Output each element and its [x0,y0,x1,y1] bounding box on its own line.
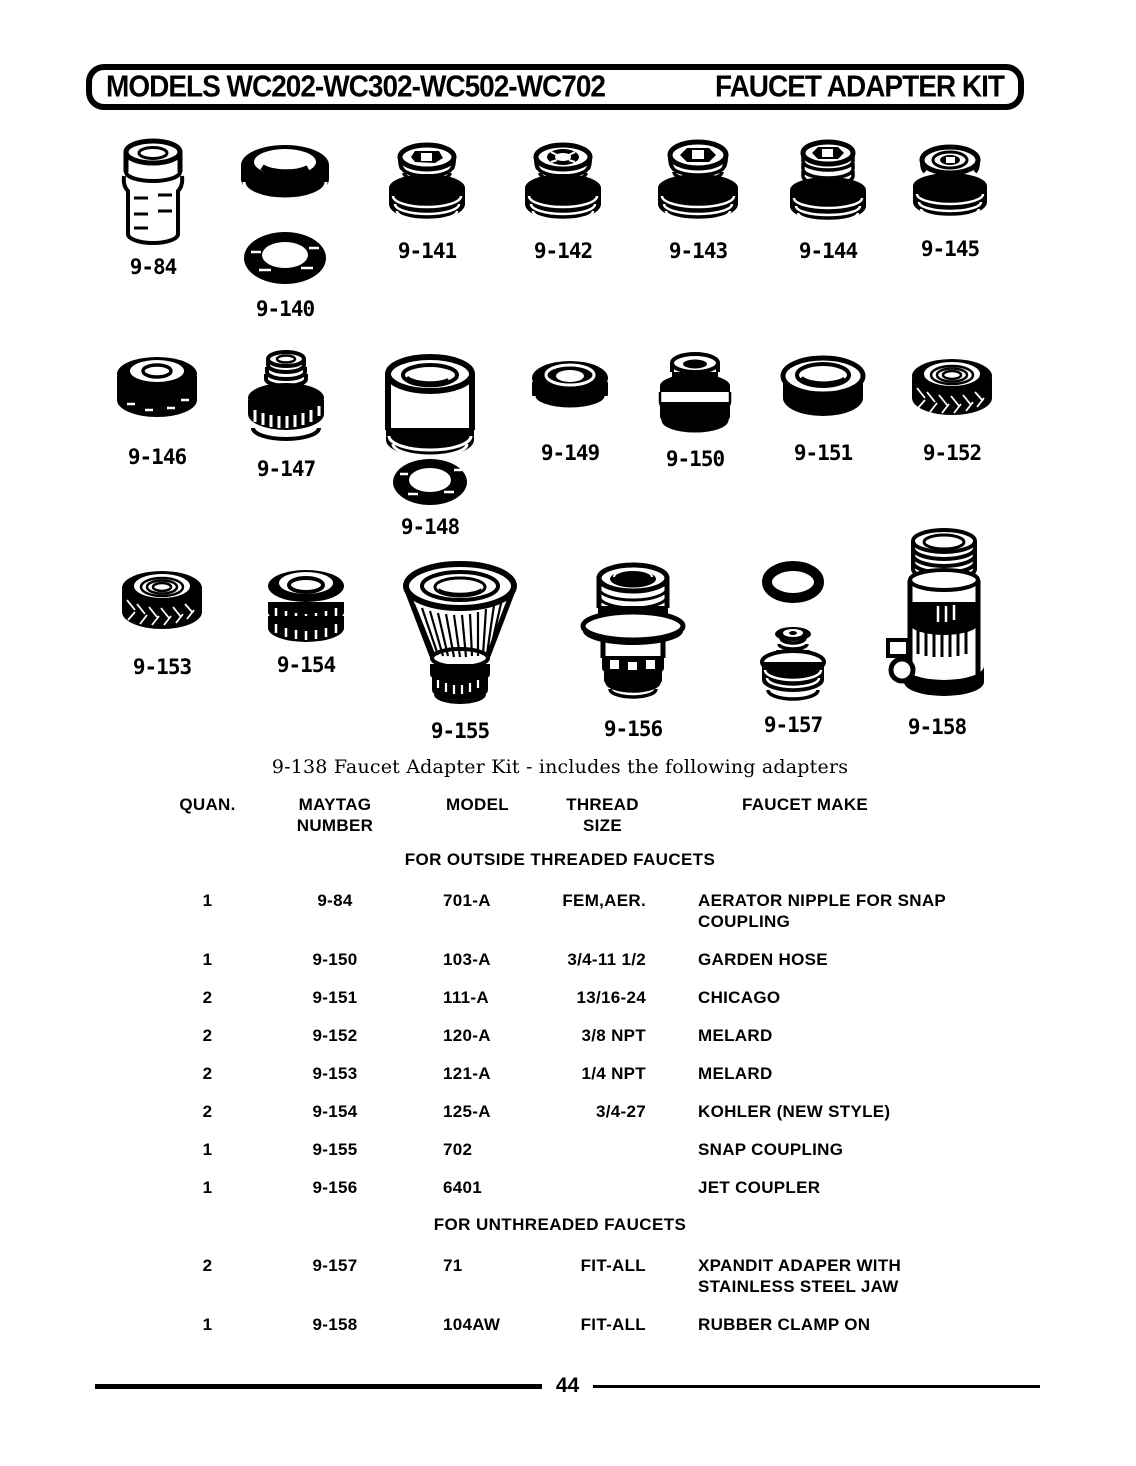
threaded-adapter-tall-icon [776,138,880,234]
models-title: MODELS WC202-WC302-WC502-WC702 [106,69,605,104]
cell-quan: 1 [202,950,213,969]
jet-coupler-icon [576,560,690,712]
cell-thread: 13/16-24 [576,988,646,1007]
cell-quan: 2 [202,1256,213,1275]
cell-make-text: AERATOR NIPPLE FOR SNAP COUPLING [698,891,946,931]
cell-maytag: 9-84 [317,891,353,910]
col-header-line: MODEL [446,795,509,814]
threaded-adapter-round-icon [898,142,1002,232]
col-header-line: MAYTAG [298,795,372,814]
cap-adapter-icon [103,352,211,440]
part-label: 9-149 [540,441,600,465]
section-label-unthreaded: FOR UNTHREADED FAUCETS [433,1215,687,1234]
table-row [155,890,965,932]
col-header-line: QUAN. [179,795,236,814]
cell-thread: 3/4-11 1/2 [567,950,646,969]
cell-make [660,890,965,932]
part-9-154 [250,562,362,677]
cell-make [660,987,965,1008]
rubber-clamp-on-icon [880,528,994,710]
cell-make-text: MELARD [698,1064,773,1083]
adapter-with-washer-icon [229,140,341,292]
table-row [155,1139,965,1160]
cell-model: 6401 [443,1178,483,1197]
part-label: 9-155 [430,719,490,743]
cell-maytag: 9-151 [312,988,358,1007]
part-9-149 [515,356,625,465]
table-row [155,1063,965,1084]
col-header-faucet-make [660,794,950,815]
cell-maytag: 9-153 [312,1064,358,1083]
cell-maytag: 9-155 [312,1140,358,1159]
part-9-152 [897,352,1007,465]
part-9-140 [227,140,343,321]
cell-quan: 2 [202,1064,213,1083]
part-9-141 [372,140,482,263]
cell-maytag: 9-154 [312,1102,358,1121]
cylinder-with-washer-icon [374,352,486,510]
part-label: 9-141 [397,239,457,263]
table-row [155,1314,965,1335]
part-9-145 [895,142,1005,261]
table-row [155,1101,965,1122]
part-9-156 [576,560,690,741]
col-header-model [410,794,545,815]
part-label: 9-140 [255,297,315,321]
page-footer [95,1374,1040,1398]
part-9-150 [640,350,750,471]
cell-quan: 2 [202,988,213,1007]
cell-model: 701-A [443,891,491,910]
col-header-line: THREAD [566,795,639,814]
cell-make [660,1255,965,1297]
part-9-153 [107,562,217,679]
cell-quan: 2 [202,1102,213,1121]
knurled-ring-adapter-icon [109,562,215,650]
cell-model: 120-A [443,1026,491,1045]
cell-maytag: 9-157 [312,1256,358,1275]
part-label: 9-143 [668,239,728,263]
part-label: 9-142 [533,239,593,263]
part-label: 9-147 [256,457,316,481]
section-label-outside-threaded: FOR OUTSIDE THREADED FAUCETS [404,850,716,869]
page-header-box [86,64,1024,110]
part-label: 9-153 [132,655,192,679]
cell-make-text: CHICAGO [698,988,781,1007]
part-9-146 [102,352,212,469]
cell-make [660,1025,965,1046]
col-header-line: FAUCET MAKE [741,795,869,814]
cell-model: 121-A [443,1064,491,1083]
male-thread-adapter-icon [233,348,339,452]
part-label: 9-145 [920,237,980,261]
part-9-151 [768,352,878,465]
cell-model: 702 [443,1140,473,1159]
part-label: 9-150 [665,447,725,471]
cell-thread: FEM,AER. [562,891,646,910]
cell-model: 103-A [443,950,491,969]
cell-model: 71 [443,1256,463,1275]
snap-coupling-funnel-icon [398,556,522,714]
part-9-148 [372,352,488,539]
cell-make-text: KOHLER (NEW STYLE) [698,1102,891,1121]
cell-make [660,1139,965,1160]
cell-model: 104AW [443,1315,501,1334]
cell-maytag: 9-158 [312,1315,358,1334]
table-header-row [155,794,965,836]
cell-make-text: SNAP COUPLING [698,1140,844,1159]
cell-quan: 1 [202,891,213,910]
threaded-adapter-hex-icon [644,138,752,234]
part-9-158 [879,528,995,739]
part-9-84 [113,138,193,279]
cell-thread: 1/4 NPT [581,1064,646,1083]
part-label: 9-144 [798,239,858,263]
kit-table-title: 9-138 Faucet Adapter Kit - includes the following adapters [271,756,849,778]
cell-thread: 3/8 NPT [581,1026,646,1045]
part-9-143 [642,138,754,263]
table-row [155,1025,965,1046]
cell-make-text: JET COUPLER [698,1178,821,1197]
kit-title-header: FAUCET ADAPTER KIT [715,69,1004,104]
col-header-thread-size [545,794,660,836]
part-9-144 [772,138,884,263]
col-header-maytag-number [260,794,410,836]
banded-adapter-icon [644,350,746,442]
part-label: 9-146 [127,445,187,469]
part-label: 9-152 [922,441,982,465]
cell-thread: FIT-ALL [580,1256,646,1275]
part-label: 9-151 [793,441,853,465]
part-9-142 [508,140,618,263]
xpandit-adapter-with-washer-icon [745,558,841,708]
cell-quan: 1 [202,1315,213,1334]
cell-thread: FIT-ALL [580,1315,646,1334]
stacked-ring-adapter-icon [254,562,358,648]
flat-adapter-icon [518,356,622,436]
cell-quan: 2 [202,1026,213,1045]
footer-rule-right [593,1385,1040,1388]
part-9-157 [745,558,841,737]
part-label: 9-157 [763,713,823,737]
cell-make [660,949,965,970]
table-row [155,949,965,970]
table-row [155,1255,965,1297]
part-9-147 [230,348,342,481]
cell-model: 125-A [443,1102,491,1121]
cell-maytag: 9-152 [312,1026,358,1045]
cell-thread: 3/4-27 [595,1102,646,1121]
footer-rule-left [95,1384,542,1389]
table-row [155,1177,965,1198]
part-9-155 [398,556,522,743]
cell-maytag: 9-156 [312,1178,358,1197]
cell-make-text: XPANDIT ADAPER WITH STAINLESS STEEL JAW [698,1256,902,1296]
threaded-adapter-spline-icon [511,140,615,234]
aerator-nipple-icon [118,138,188,250]
part-label: 9-84 [129,255,177,279]
cell-make-text: GARDEN HOSE [698,950,828,969]
part-label: 9-148 [400,515,460,539]
table-row [155,987,965,1008]
page-number: 44 [555,1374,580,1397]
threaded-adapter-icon [375,140,479,234]
cell-make-text: RUBBER CLAMP ON [698,1315,871,1334]
part-label: 9-156 [603,717,663,741]
cell-make [660,1063,965,1084]
part-label: 9-158 [907,715,967,739]
cell-make [660,1177,965,1198]
cell-quan: 1 [202,1178,213,1197]
open-ring-adapter-icon [771,352,875,436]
part-label: 9-154 [276,653,336,677]
cell-quan: 1 [202,1140,213,1159]
col-header-line: SIZE [583,816,622,835]
cell-make-text: MELARD [698,1026,773,1045]
col-header-quan [155,794,260,815]
col-header-line: NUMBER [296,816,374,835]
kit-table [155,756,965,1352]
knurled-ring-adapter-icon [899,352,1005,436]
cell-model: 111-A [443,988,489,1007]
cell-make [660,1101,965,1122]
cell-maytag: 9-150 [312,950,358,969]
cell-make [660,1314,965,1335]
